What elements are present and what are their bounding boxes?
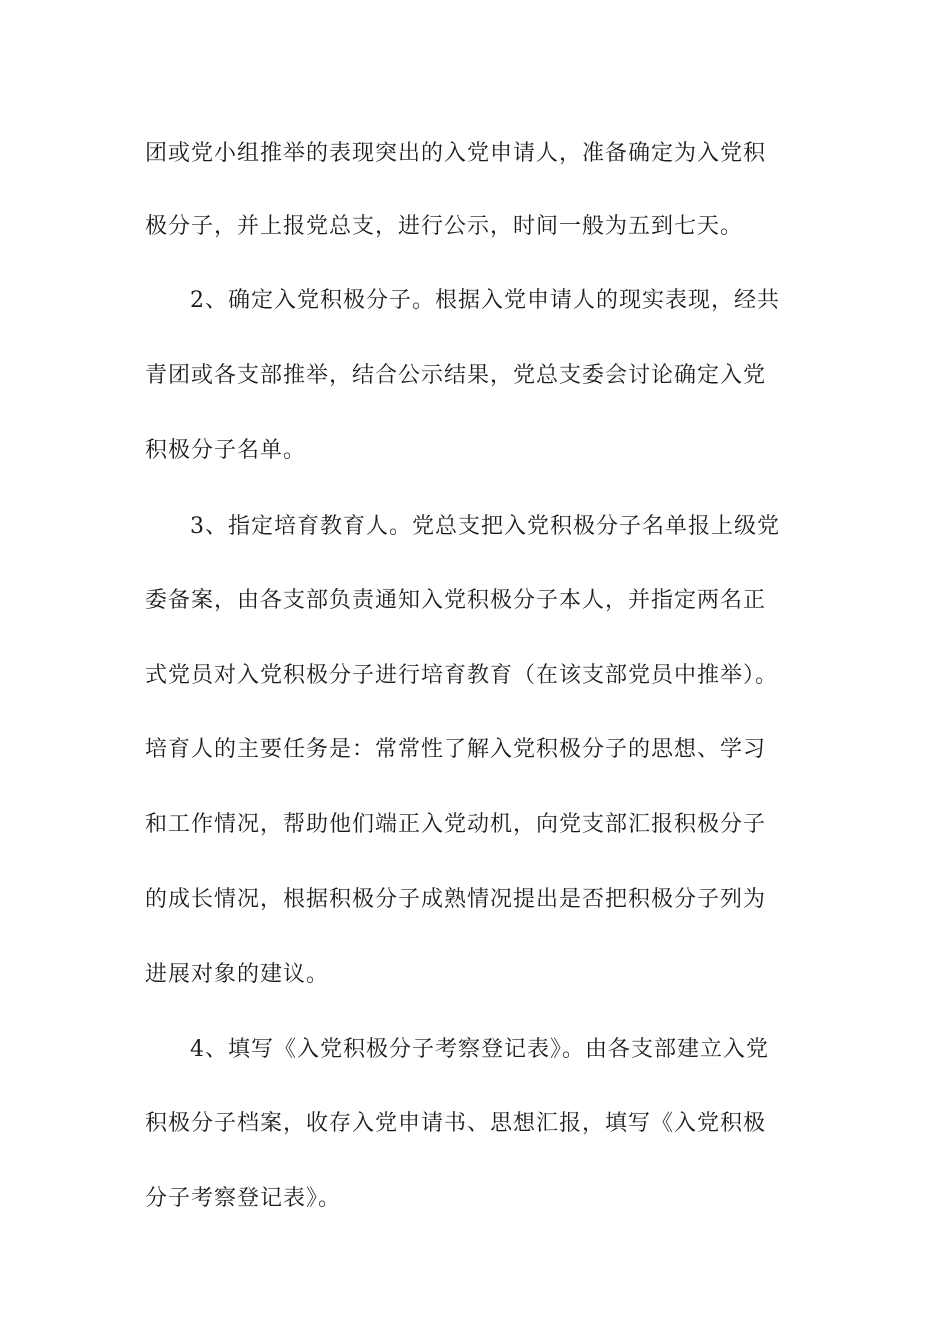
text-line: 青团或各支部推举，结合公示结果，党总支委会讨论确定入党 <box>145 363 767 388</box>
text-line: 积极分子名单。 <box>145 438 307 463</box>
text-line: 培育人的主要任务是：常常性了解入党积极分子的思想、学习 <box>145 737 767 762</box>
text-line: 式党员对入党积极分子进行培育教育（在该支部党员中推举）。 <box>145 663 779 688</box>
text-line: 的成长情况，根据积极分子成熟情况提出是否把积极分子列为 <box>145 887 767 912</box>
paragraph-4-start: 4、填写《入党积极分子考察登记表》。由各支部建立入党 <box>190 1037 769 1062</box>
text-line: 极分子，并上报党总支，进行公示，时间一般为五到七天。 <box>145 214 744 239</box>
text-line: 团或党小组推举的表现突出的入党申请人，准备确定为入党积 <box>145 141 767 166</box>
text-line: 进展对象的建议。 <box>145 962 330 987</box>
text-line: 委备案，由各支部负责通知入党积极分子本人，并指定两名正 <box>145 588 767 613</box>
paragraph-2-start: 2、确定入党积极分子。根据入党申请人的现实表现，经共 <box>190 288 780 313</box>
paragraph-3-start: 3、指定培育教育人。党总支把入党积极分子名单报上级党 <box>190 514 780 539</box>
text-line: 分子考察登记表》。 <box>145 1186 342 1211</box>
text-line: 积极分子档案，收存入党申请书、思想汇报，填写《入党积极 <box>145 1111 767 1136</box>
text-line: 和工作情况，帮助他们端正入党动机，向党支部汇报积极分子 <box>145 812 767 837</box>
